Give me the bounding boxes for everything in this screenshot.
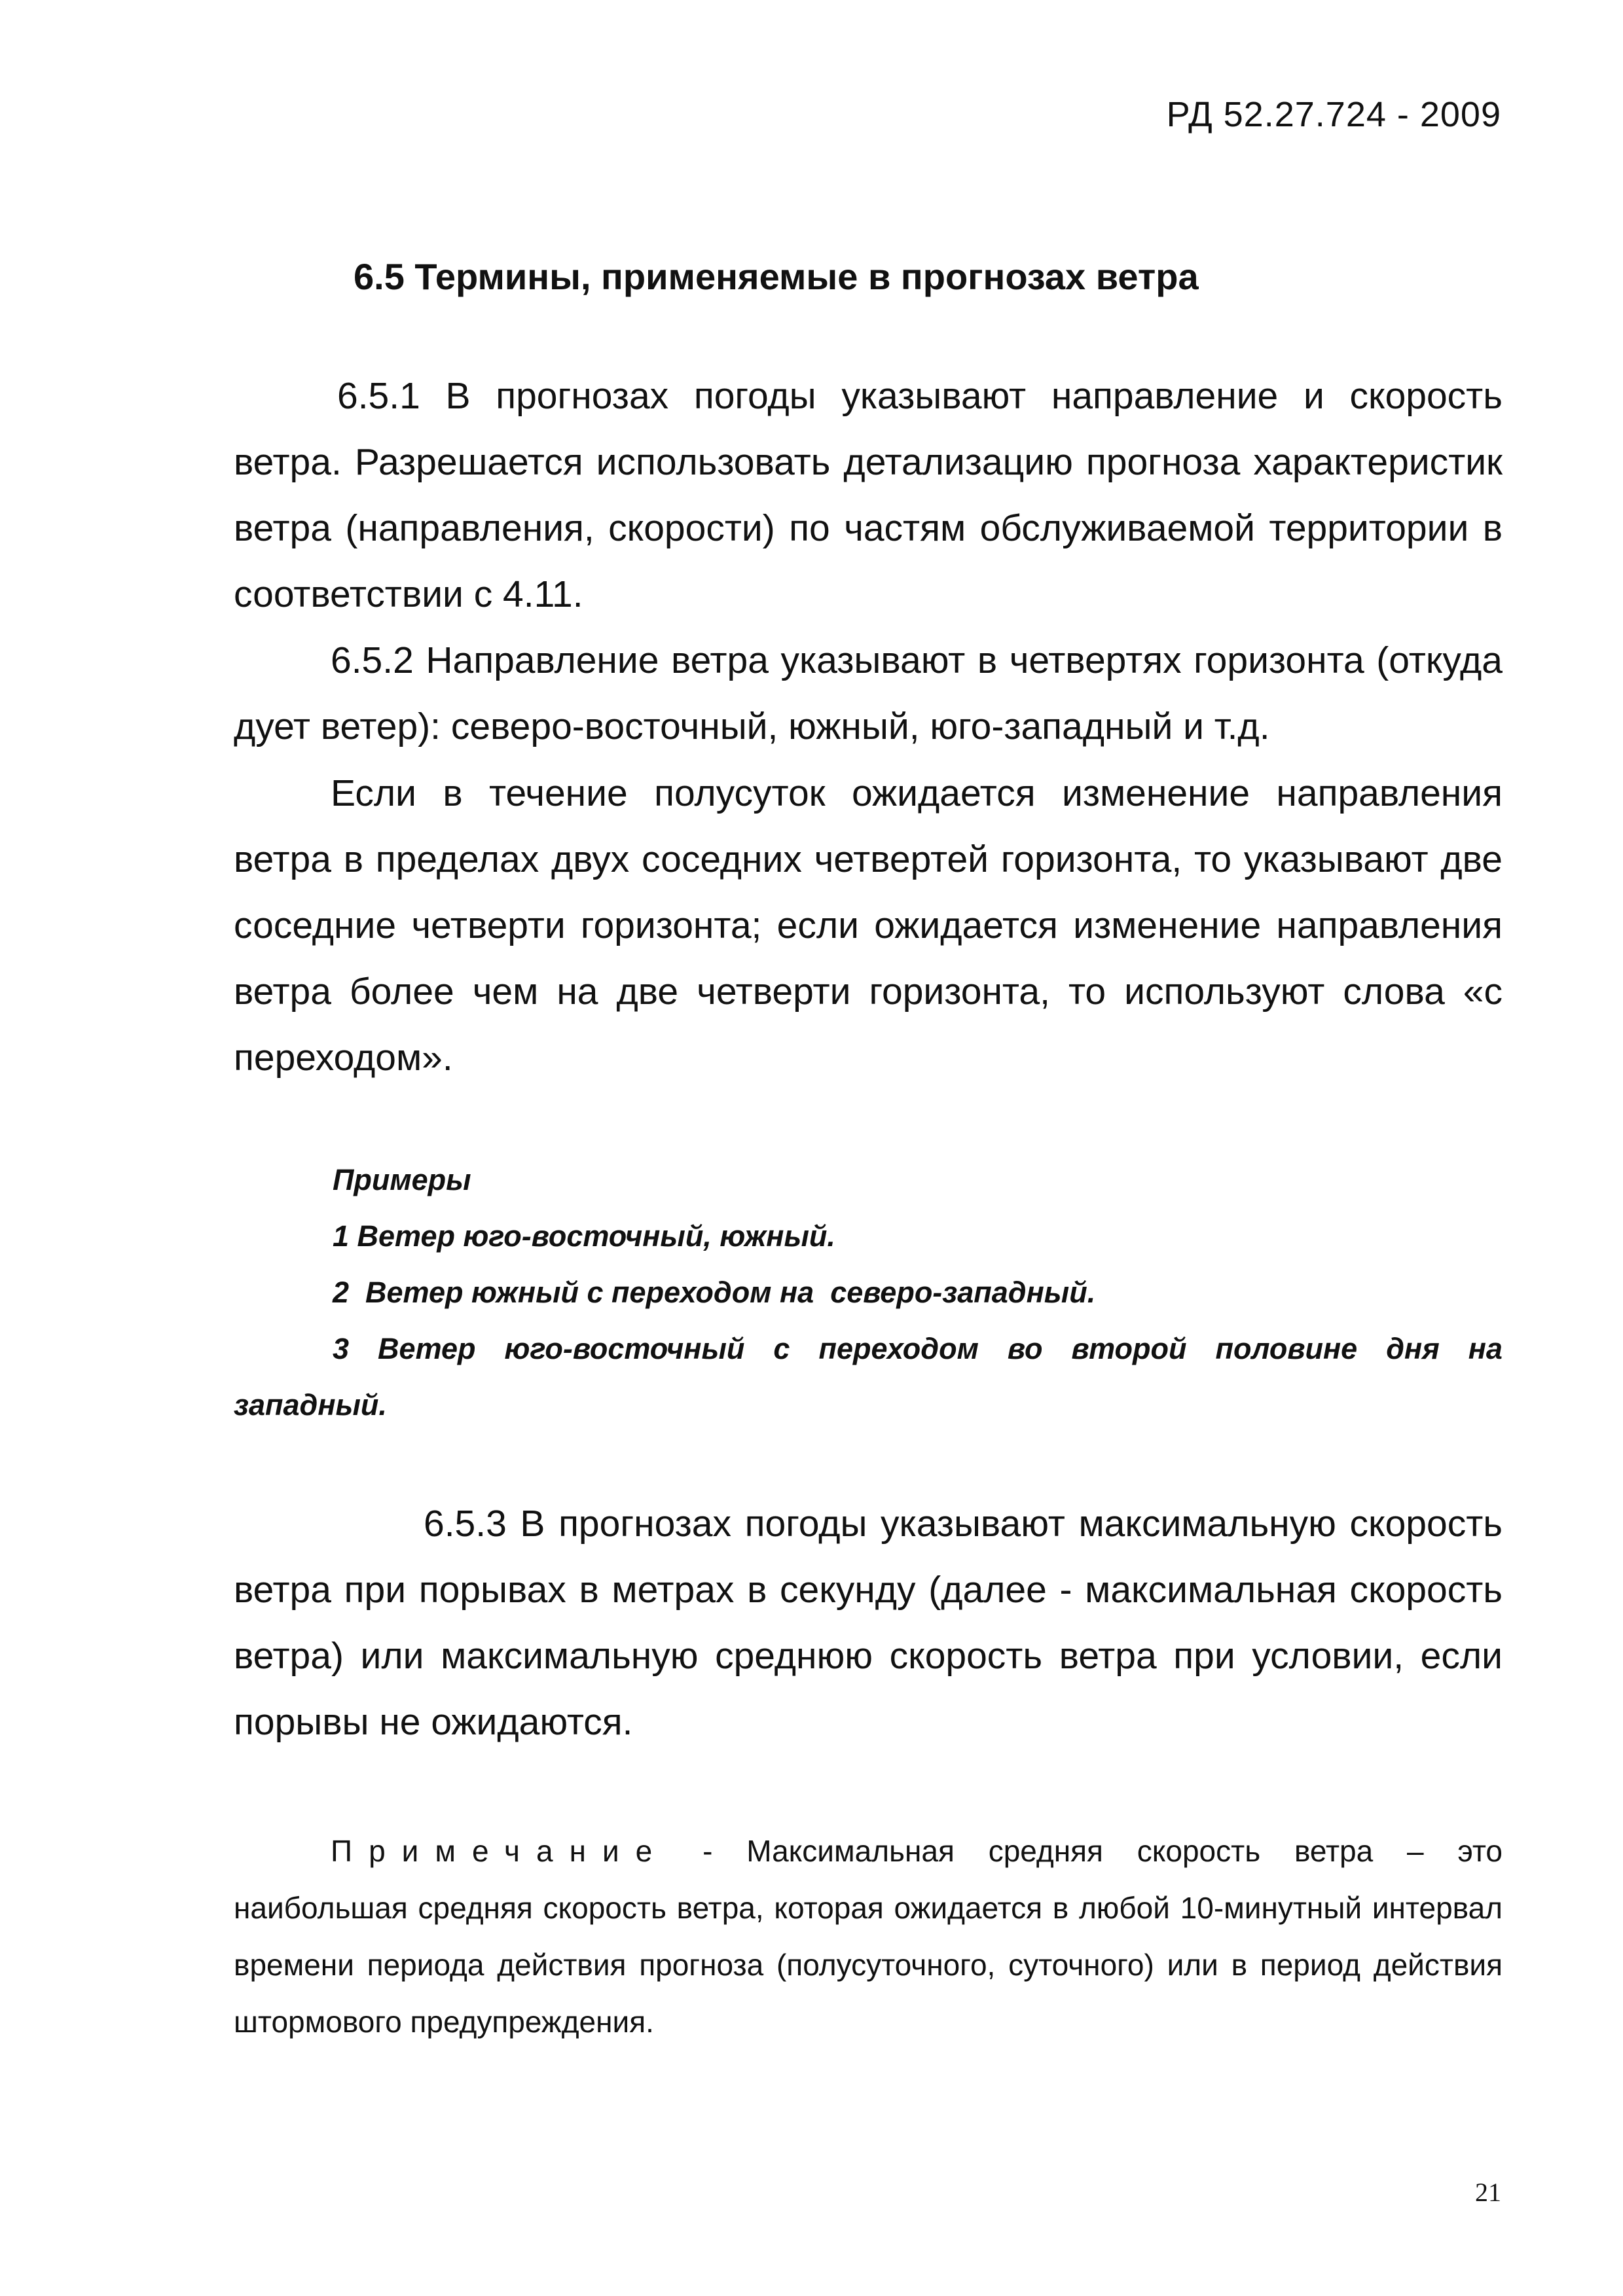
example-3-word: юго-восточный	[504, 1332, 745, 1365]
note-block	[234, 1823, 1503, 2051]
paragraph-direction-change: Если в течение полусуток ожидается изменение направления ветра в пределах двух соседних четвертей горизонта, то указывают две соседние четверти горизонта; если ожидается изменение направления ветра более чем на две четверти горизонта, то используют слова «с переходом».	[234, 772, 1503, 1079]
example-3-continuation: западный.	[234, 1388, 387, 1422]
paragraph-6-5-2: 6.5.2 Направление ветра указывают в четвертях горизонта (откуда дует ветер): северо-восточный, южный, юго-западный и т.д.	[234, 639, 1503, 747]
section-title: 6.5 Термины, применяемые в прогнозах ветра	[354, 256, 1199, 297]
note-text: - Максимальная средняя скорость ветра – это наибольшая средняя скорость ветра, которая ожидается в любой 10-минутный интервал времени периода действия прогноза (полусуточного, суточного) или в период действия штормового предупреждения.	[234, 1834, 1503, 2039]
example-3-word: на	[1468, 1332, 1503, 1365]
page-number: 21	[1475, 2178, 1501, 2207]
examples-block	[234, 1152, 1503, 1433]
example-1: 1 Ветер юго-восточный, южный.	[333, 1219, 835, 1253]
example-3-word: Ветер	[378, 1332, 476, 1365]
example-3-word: с	[773, 1332, 790, 1365]
example-3-word: переходом	[818, 1332, 979, 1365]
example-3-word: второй	[1071, 1332, 1187, 1365]
note-label: Примечание	[331, 1834, 669, 1868]
example-3	[234, 1321, 1503, 1377]
example-3-word: 3	[333, 1332, 350, 1365]
examples-heading: Примеры	[333, 1163, 471, 1196]
paragraph-6-5-3: 6.5.3 В прогнозах погоды указывают максимальную скорость ветра при порывах в метрах в секунду (далее - максимальная скорость ветра) или максимальную среднюю скорость ветра при условии, если порывы не ожидаются.	[234, 1503, 1503, 1743]
paragraph-6-5-1: 6.5.1 В прогнозах погоды указывают направление и скорость ветра. Разрешается использовать детализацию прогноза характеристик ветра (направления, скорости) по частям обслуживаемой территории в соответствии с 4.11.	[234, 375, 1503, 615]
example-2: 2 Ветер южный с переходом на северо-западный.	[333, 1276, 1096, 1309]
document-code: РД 52.27.724 - 2009	[1166, 95, 1501, 134]
example-3-word: во	[1007, 1332, 1043, 1365]
example-3-word: половине	[1215, 1332, 1358, 1365]
example-3-word: дня	[1386, 1332, 1440, 1365]
